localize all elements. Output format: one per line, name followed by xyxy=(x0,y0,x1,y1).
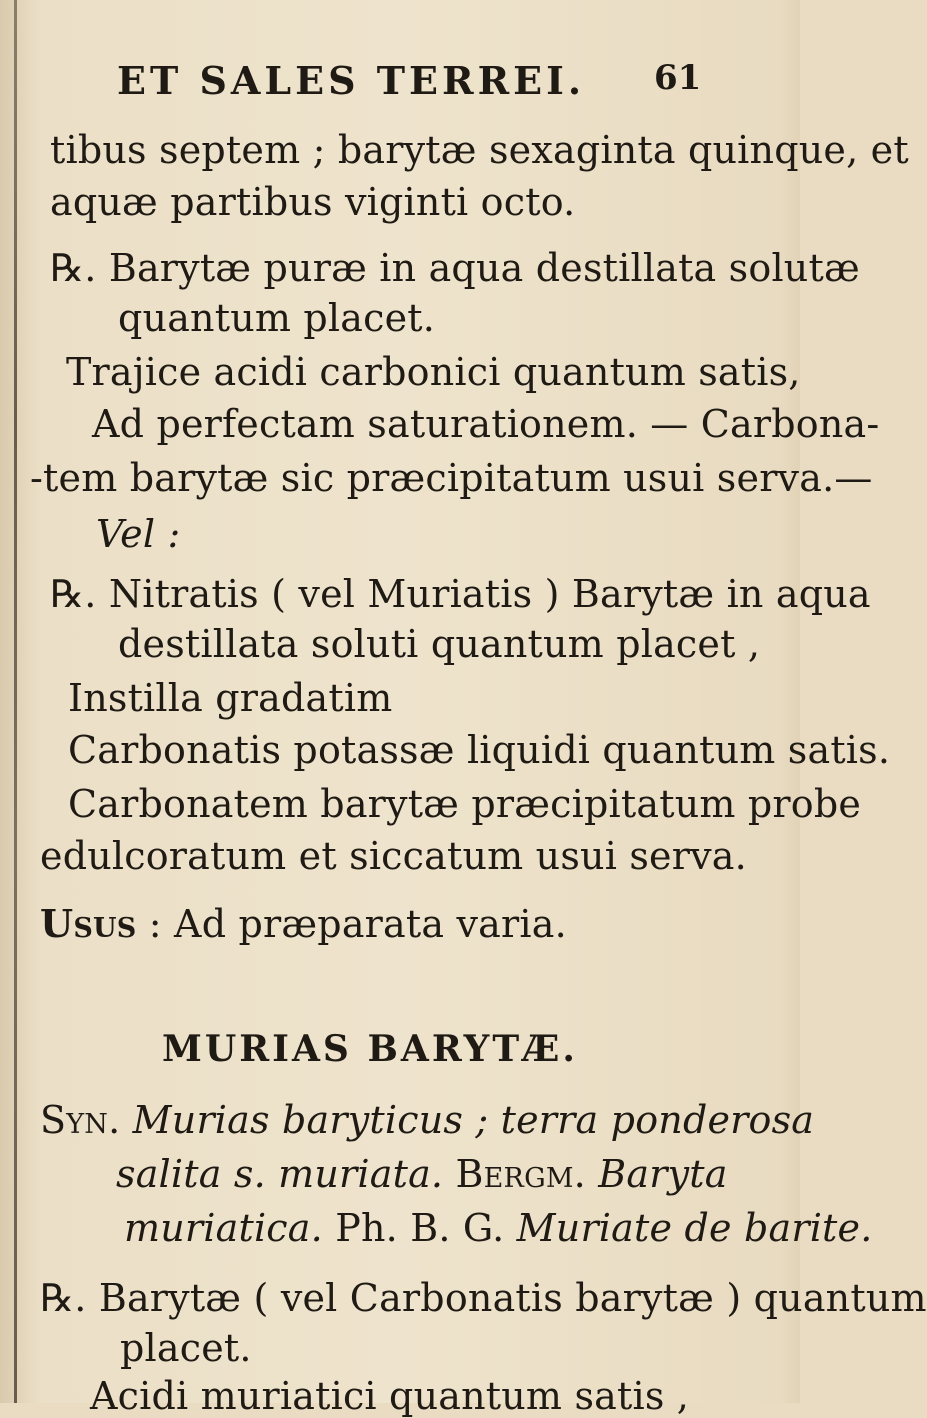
synonyms-text: Baryta xyxy=(598,1152,728,1196)
synonyms-reference: Ph. B. G. xyxy=(335,1206,505,1250)
usus-text: : Ad præparata varia. xyxy=(148,902,567,946)
text-line-7-content: tem barytæ sic præcipitatum usui serva.— xyxy=(43,456,873,500)
text-line-1: tibus septem ; barytæ sexaginta quinque, et xyxy=(50,128,909,172)
recipe-mark: ℞. xyxy=(40,1276,87,1320)
recipe-mark: ℞. xyxy=(50,572,97,616)
usus-line xyxy=(40,902,567,946)
usus-label: Usus xyxy=(40,901,137,946)
synonyms-text: Muriate de barite. xyxy=(516,1206,873,1250)
recipe-line-1 xyxy=(50,246,860,290)
recipe-text: Nitratis ( vel Muriatis ) Barytæ in aqua xyxy=(108,572,871,616)
synonyms-text: muriatica. xyxy=(124,1206,323,1250)
text-line-2: aquæ partibus viginti octo. xyxy=(50,180,576,224)
recipe-text: Barytæ ( vel Carbonatis barytæ ) quantum xyxy=(98,1276,927,1320)
recipe-line-2 xyxy=(50,572,871,616)
text-line-acidi: Acidi muriatici quantum satis , xyxy=(90,1374,690,1418)
text-line-13: Carbonatem barytæ præcipitatum probe xyxy=(68,782,862,826)
synonyms-line-3 xyxy=(124,1206,872,1250)
running-title: ET SALES TERREI. xyxy=(117,58,586,103)
text-line-11: Instilla gradatim xyxy=(68,676,393,720)
text-line-7: -tem barytæ sic præcipitatum usui serva.— xyxy=(30,456,873,500)
text-line-12: Carbonatis potassæ liquidi quantum satis. xyxy=(68,728,891,772)
synonyms-text: salita s. muriata. xyxy=(116,1152,444,1196)
text-line-4: quantum placet. xyxy=(118,296,436,340)
synonyms-line-2 xyxy=(116,1152,728,1196)
section-title: MURIAS BARYTÆ. xyxy=(162,1028,578,1070)
synonyms-author: Bergm. xyxy=(455,1152,586,1196)
recipe-mark: ℞. xyxy=(50,246,97,290)
synonyms-label: Syn. xyxy=(40,1098,121,1142)
recipe-line-3 xyxy=(40,1276,927,1320)
recipe-text: Barytæ puræ in aqua destillata solutæ xyxy=(108,246,860,290)
text-line-8: Vel : xyxy=(96,512,181,556)
text-line-placet: placet. xyxy=(120,1326,252,1370)
synonyms-line-1 xyxy=(40,1098,814,1142)
page-number: 61 xyxy=(654,58,702,98)
page-binding-edge xyxy=(14,0,17,1403)
text-line-6: Ad perfectam saturationem. — Carbona- xyxy=(92,402,880,446)
text-line-14: edulcoratum et siccatum usui serva. xyxy=(40,834,747,878)
text-line-5: Trajice acidi carbonici quantum satis, xyxy=(66,350,801,394)
synonyms-text: Murias baryticus ; terra ponderosa xyxy=(132,1098,815,1142)
text-line-10: destillata soluti quantum placet , xyxy=(118,622,761,666)
